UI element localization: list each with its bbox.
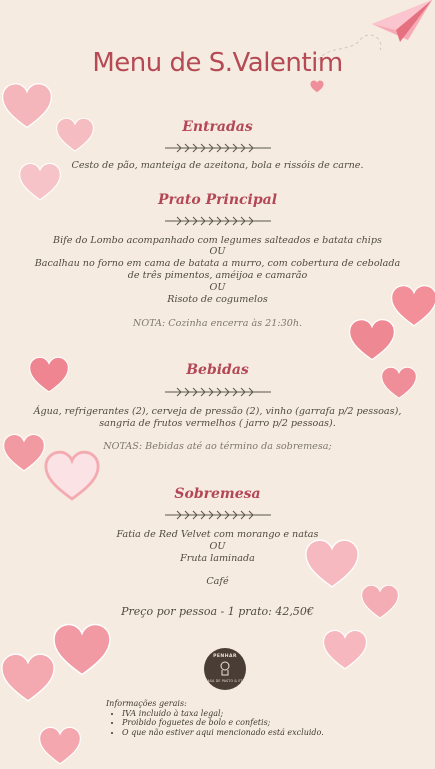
- prato-line: OU: [209, 246, 226, 257]
- general-info: [106, 699, 324, 737]
- section-title-entradas: Entradas: [182, 119, 253, 135]
- logo-text-top: PENHAR: [213, 654, 237, 659]
- section-title-bebidas: Bebidas: [186, 362, 249, 378]
- price-text: Preço por pessoa - 1 prato: 42,50€: [121, 605, 314, 618]
- prato-note: NOTA: Cozinha encerra às 21:30h.: [132, 318, 303, 329]
- sobremesa-line: Fatia de Red Velvet com morango e natas: [116, 529, 319, 540]
- prato-line: de três pimentos, améijoa e camarão: [127, 270, 308, 281]
- heart-icon: [310, 80, 324, 93]
- heart-icon: [322, 628, 368, 672]
- info-item: • O que não estiver aqui mencionado está excluido.: [122, 728, 324, 738]
- bebidas-note: NOTAS: Bebidas até ao término da sobremesa;: [103, 441, 332, 452]
- sobremesa-line: Fruta laminada: [180, 553, 255, 564]
- section-title-sobremesa: Sobremesa: [174, 486, 261, 502]
- logo-text-bottom: CASA DE PASTO & ETC: [205, 679, 245, 683]
- prato-line: Bife do Lombo acompanhado com legumes salteados e batata chips: [53, 235, 382, 246]
- heart-icon: [0, 652, 56, 704]
- heart-icon: [2, 433, 46, 473]
- info-item: • Proibido foguetes de bolo e confetis;: [122, 718, 324, 728]
- heart-icon: [38, 726, 82, 766]
- entradas-item: Cesto de pão, manteiga de azeitona, bola e rissóis de carne.: [71, 160, 364, 171]
- section-divider: [0, 505, 435, 524]
- section-divider: [0, 138, 435, 157]
- section-title-prato: Prato Principal: [157, 192, 278, 208]
- page-title: Menu de S.Valentim: [92, 48, 343, 78]
- restaurant-logo: [204, 648, 246, 690]
- bebidas-line: sangria de frutos vermelhos ( jarro p/2 pessoas).: [99, 418, 336, 429]
- chef-hat-icon: [219, 661, 231, 677]
- section-divider: [0, 211, 435, 230]
- section-divider: [0, 382, 435, 401]
- bebidas-line: Água, refrigerantes (2), cerveja de pressão (2), vinho (garrafa p/2 pessoas),: [33, 406, 402, 417]
- info-title: Informações gerais:: [106, 699, 187, 708]
- prato-line: Bacalhau no forno em cama de batata a murro, com cobertura de cebolada: [34, 258, 401, 269]
- info-list: [106, 709, 324, 738]
- heart-icon: [52, 622, 112, 678]
- info-item: • IVA incluido à taxa legal;: [122, 709, 324, 719]
- prato-line: OU: [209, 282, 226, 293]
- prato-line: Risoto de cogumelos: [167, 294, 268, 305]
- sobremesa-line: OU: [209, 541, 226, 552]
- sobremesa-extra: Café: [206, 576, 229, 587]
